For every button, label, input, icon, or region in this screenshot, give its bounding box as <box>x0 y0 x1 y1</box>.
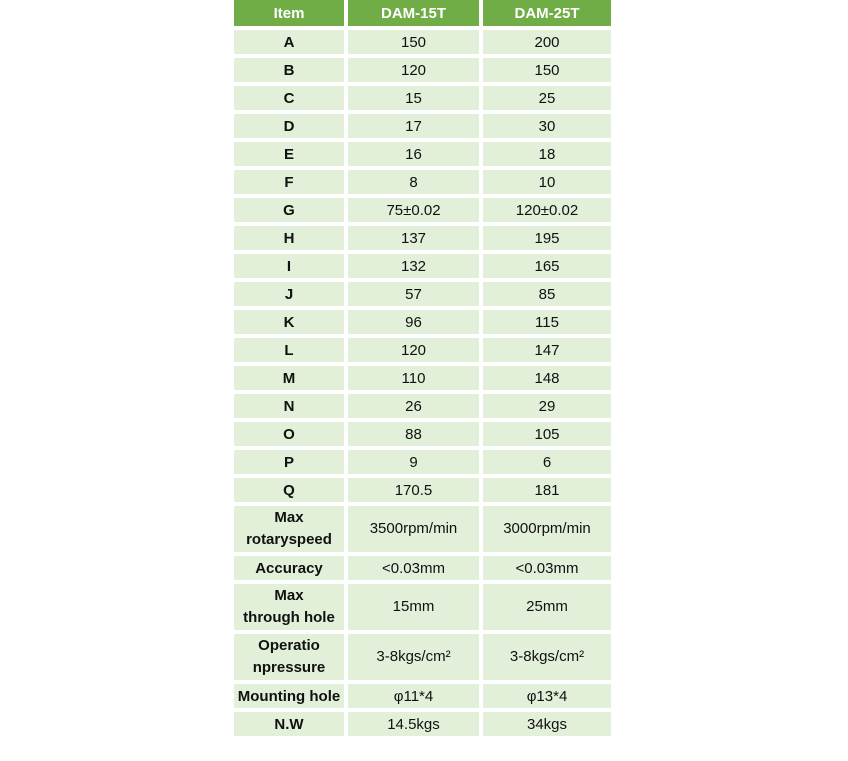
table-row <box>234 712 611 736</box>
cell-dam-25t: φ13*4 <box>483 684 611 708</box>
row-item-label: P <box>234 450 344 474</box>
cell-dam-15t: 15 <box>348 86 479 110</box>
table-row <box>234 254 611 278</box>
row-item-label: N <box>234 394 344 418</box>
row-item-label: I <box>234 254 344 278</box>
row-item-label: G <box>234 198 344 222</box>
table-row <box>234 394 611 418</box>
cell-dam-15t: 75±0.02 <box>348 198 479 222</box>
cell-dam-25t: 150 <box>483 58 611 82</box>
table-row <box>234 450 611 474</box>
cell-dam-25t: 30 <box>483 114 611 138</box>
cell-dam-15t: 110 <box>348 366 479 390</box>
cell-dam-25t: 200 <box>483 30 611 54</box>
table-row <box>234 226 611 250</box>
table-row <box>234 282 611 306</box>
cell-dam-15t: 132 <box>348 254 479 278</box>
table-row <box>234 584 611 630</box>
cell-dam-15t: <0.03mm <box>348 556 479 580</box>
cell-dam-15t: 3-8kgs/cm² <box>348 634 479 680</box>
row-item-label: M <box>234 366 344 390</box>
table-row <box>234 478 611 502</box>
cell-dam-15t: 88 <box>348 422 479 446</box>
table-row <box>234 114 611 138</box>
cell-dam-15t: 96 <box>348 310 479 334</box>
cell-dam-25t: 18 <box>483 142 611 166</box>
cell-dam-25t: 115 <box>483 310 611 334</box>
spec-table <box>230 0 615 740</box>
table-row <box>234 30 611 54</box>
cell-dam-15t: 9 <box>348 450 479 474</box>
row-item-label: Accuracy <box>234 556 344 580</box>
table-row <box>234 58 611 82</box>
cell-dam-15t: 8 <box>348 170 479 194</box>
cell-dam-25t: 147 <box>483 338 611 362</box>
cell-dam-25t: 195 <box>483 226 611 250</box>
row-item-label: Q <box>234 478 344 502</box>
cell-dam-25t: 29 <box>483 394 611 418</box>
row-item-label: A <box>234 30 344 54</box>
cell-dam-25t: 25mm <box>483 584 611 630</box>
header-row <box>234 0 611 26</box>
cell-dam-15t: 16 <box>348 142 479 166</box>
table-row <box>234 366 611 390</box>
row-item-label: Operatio npressure <box>234 634 344 680</box>
cell-dam-15t: 137 <box>348 226 479 250</box>
cell-dam-25t: 10 <box>483 170 611 194</box>
cell-dam-15t: 3500rpm/min <box>348 506 479 552</box>
cell-dam-15t: 15mm <box>348 584 479 630</box>
cell-dam-15t: 26 <box>348 394 479 418</box>
table-row <box>234 198 611 222</box>
cell-dam-25t: 3-8kgs/cm² <box>483 634 611 680</box>
header-item: Item <box>234 0 344 26</box>
cell-dam-15t: 120 <box>348 58 479 82</box>
row-item-label: L <box>234 338 344 362</box>
row-item-label: Max through hole <box>234 584 344 630</box>
row-item-label: K <box>234 310 344 334</box>
cell-dam-15t: 14.5kgs <box>348 712 479 736</box>
cell-dam-25t: <0.03mm <box>483 556 611 580</box>
row-item-label: O <box>234 422 344 446</box>
row-item-label: F <box>234 170 344 194</box>
row-item-label: C <box>234 86 344 110</box>
cell-dam-15t: φ11*4 <box>348 684 479 708</box>
cell-dam-25t: 181 <box>483 478 611 502</box>
row-item-label: E <box>234 142 344 166</box>
row-item-label: N.W <box>234 712 344 736</box>
cell-dam-25t: 34kgs <box>483 712 611 736</box>
cell-dam-15t: 57 <box>348 282 479 306</box>
table-row <box>234 684 611 708</box>
cell-dam-15t: 17 <box>348 114 479 138</box>
table-row <box>234 338 611 362</box>
cell-dam-25t: 6 <box>483 450 611 474</box>
row-item-label: Mounting hole <box>234 684 344 708</box>
table-row <box>234 86 611 110</box>
row-item-label: B <box>234 58 344 82</box>
table-row <box>234 506 611 552</box>
table-body <box>234 30 611 736</box>
cell-dam-25t: 3000rpm/min <box>483 506 611 552</box>
row-item-label: D <box>234 114 344 138</box>
row-item-label: J <box>234 282 344 306</box>
cell-dam-25t: 165 <box>483 254 611 278</box>
table-row <box>234 556 611 580</box>
cell-dam-25t: 105 <box>483 422 611 446</box>
cell-dam-15t: 150 <box>348 30 479 54</box>
table-row <box>234 170 611 194</box>
row-item-label: H <box>234 226 344 250</box>
cell-dam-25t: 148 <box>483 366 611 390</box>
cell-dam-25t: 120±0.02 <box>483 198 611 222</box>
row-item-label: Max rotaryspeed <box>234 506 344 552</box>
cell-dam-15t: 120 <box>348 338 479 362</box>
table-row <box>234 142 611 166</box>
table-row <box>234 634 611 680</box>
cell-dam-15t: 170.5 <box>348 478 479 502</box>
cell-dam-25t: 85 <box>483 282 611 306</box>
cell-dam-25t: 25 <box>483 86 611 110</box>
table-row <box>234 310 611 334</box>
header-dam-25t: DAM-25T <box>483 0 611 26</box>
header-dam-15t: DAM-15T <box>348 0 479 26</box>
table-row <box>234 422 611 446</box>
